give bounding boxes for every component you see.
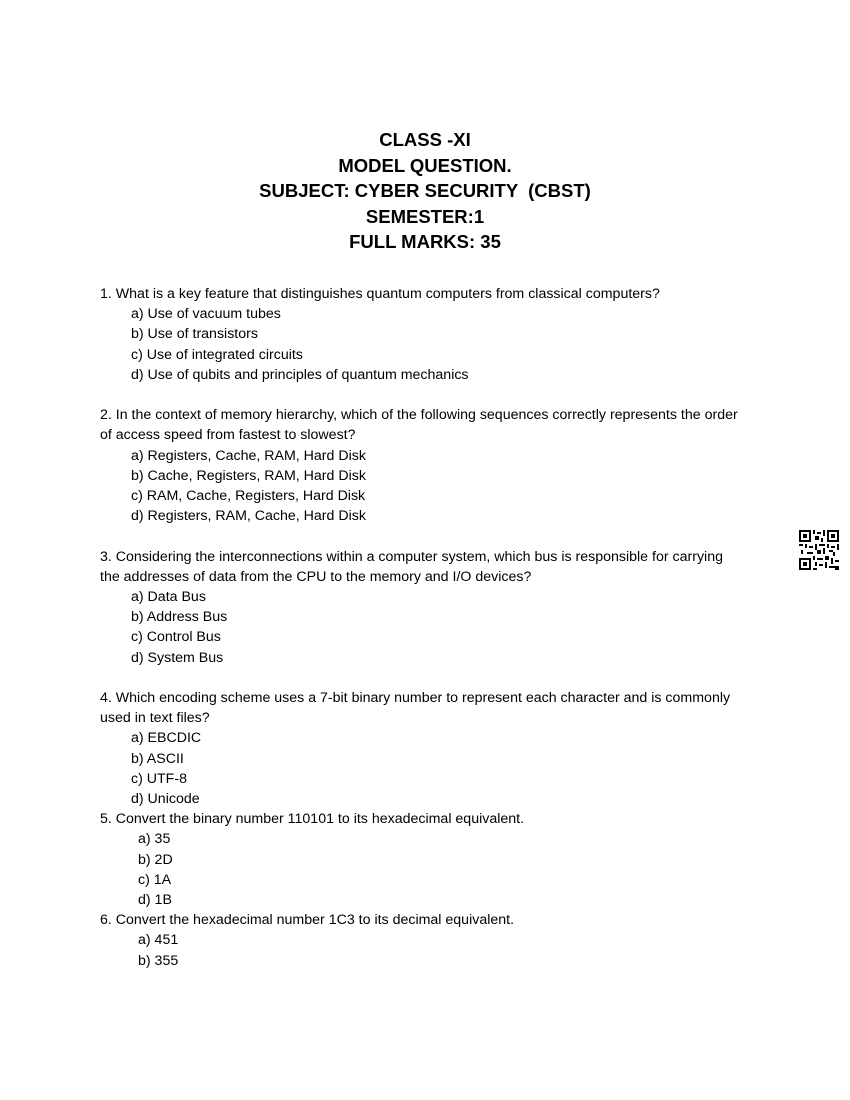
- option-a: a) Use of vacuum tubes: [131, 306, 281, 323]
- semester-heading: SEMESTER:1: [365, 205, 485, 227]
- question-3: [100, 547, 740, 668]
- option-d: d) 1B: [138, 892, 172, 909]
- option-b: b) 2D: [138, 851, 173, 868]
- class-heading: CLASS -XI: [379, 129, 471, 150]
- option-d: d) Unicode: [131, 791, 200, 808]
- option-a: a) EBCDIC: [131, 730, 202, 747]
- document-title: MODEL QUESTION.: [338, 154, 512, 176]
- option-a: a) 451: [138, 932, 179, 949]
- question-text: 6. Convert the hexadecimal number 1C3 to its decimal equivalent.: [100, 912, 515, 929]
- option-c: c) RAM, Cache, Registers, Hard Disk: [131, 488, 366, 505]
- option-c: c) Use of integrated circuits: [131, 346, 303, 363]
- option-b: b) Address Bus: [131, 609, 228, 626]
- option-b: b) ASCII: [131, 750, 184, 767]
- question-1: [100, 284, 740, 385]
- marks-heading: FULL MARKS: 35: [349, 231, 501, 252]
- question-text: 5. Convert the binary number 110101 to its hexadecimal equivalent.: [100, 811, 525, 828]
- option-d: d) Use of qubits and principles of quantum mechanics: [131, 366, 469, 383]
- subject-heading: SUBJECT: CYBER SECURITY (CBST): [259, 180, 591, 201]
- option-b: b) 355: [138, 952, 179, 969]
- question-text: 3. Considering the interconnections within a computer system, which bus is responsible for carrying the addresses of data from the CPU to the memory and I/O devices?: [100, 548, 723, 585]
- option-a: a) Registers, Cache, RAM, Hard Disk: [131, 447, 366, 464]
- option-c: c) 1A: [138, 871, 172, 888]
- question-5: [100, 809, 740, 910]
- question-text: 4. Which encoding scheme uses a 7-bit binary number to represent each character and is commonly used in text files?: [100, 690, 731, 727]
- option-d: d) System Bus: [131, 649, 224, 666]
- option-b: b) Cache, Registers, RAM, Hard Disk: [131, 467, 366, 484]
- option-a: a) 35: [138, 831, 171, 848]
- question-list: [100, 284, 740, 971]
- question-6: [100, 910, 740, 971]
- question-4: [100, 688, 740, 809]
- qr-code-icon: [799, 530, 839, 570]
- option-c: c) Control Bus: [131, 629, 221, 646]
- option-b: b) Use of transistors: [131, 326, 258, 343]
- option-a: a) Data Bus: [131, 589, 206, 606]
- question-text: 1. What is a key feature that distinguishes quantum computers from classical computers?: [100, 286, 660, 302]
- option-d: d) Registers, RAM, Cache, Hard Disk: [131, 508, 366, 525]
- option-c: c) UTF-8: [131, 770, 187, 787]
- question-2: [100, 405, 740, 526]
- question-text: 2. In the context of memory hierarchy, which of the following sequences correctly represents the order of access speed from fastest to slowest?: [100, 407, 738, 444]
- document-header: [0, 127, 850, 255]
